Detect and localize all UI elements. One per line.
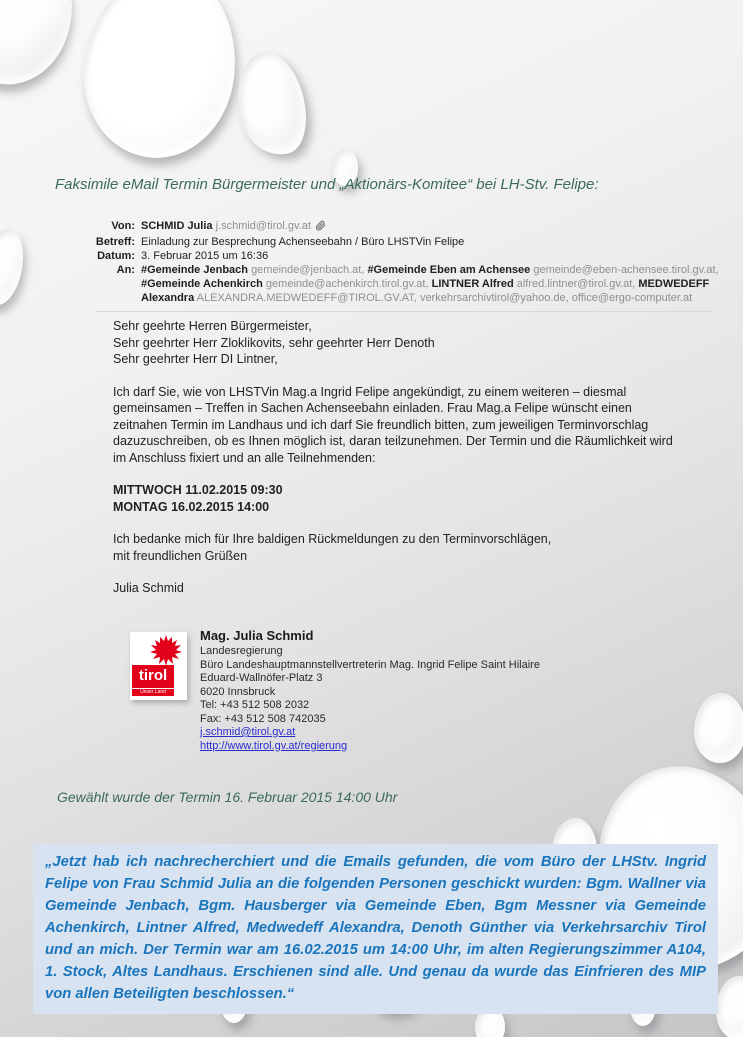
recipient-address: alfred.lintner@tirol.gv.at,	[516, 278, 636, 290]
signature-name: Mag. Julia Schmid	[200, 628, 314, 643]
closing-line: mit freundlichen Grüßen	[113, 548, 248, 563]
termin-option-2: MONTAG 16.02.2015 14:00	[113, 499, 270, 514]
signature-line: Fax: +43 512 508 742035	[200, 712, 326, 725]
recipient-address: office@ergo-computer.at	[571, 292, 693, 304]
betreff-label: Betreff:	[95, 236, 135, 248]
datum-label: Datum:	[97, 250, 135, 262]
recipient-address: ALEXANDRA.MEDWEDEFF@TIROL.GV.AT,	[196, 292, 417, 304]
greeting-line: Sehr geehrter Herr DI Lintner,	[113, 352, 278, 366]
header-separator	[95, 311, 712, 312]
tirol-logo-text: tirol	[132, 665, 174, 688]
paperclip-icon	[315, 220, 326, 235]
recipient-name: MEDWEDEFF Alexandra	[141, 278, 710, 304]
signature-line: Landesregierung	[200, 645, 283, 657]
water-drop-decoration	[694, 693, 743, 763]
closing-line: Ich bedanke mich für Ihre baldigen Rückmeldungen zu den Terminvorschlägen,	[113, 532, 552, 546]
sender-signoff: Julia Schmid	[113, 581, 184, 595]
recipient-list	[141, 263, 719, 305]
betreff-value: Einladung zur Besprechung Achenseebahn / Büro LHSTVin Felipe	[141, 236, 465, 248]
sender-name: SCHMID Julia	[141, 220, 213, 232]
tirol-logo	[130, 632, 187, 700]
signature-email-link[interactable]: j.schmid@tirol.gv.at	[200, 726, 296, 738]
water-drop-decoration	[226, 46, 315, 163]
datum-value: 3. Februar 2015 um 16:36	[141, 250, 269, 262]
greeting-line: Sehr geehrter Herr Zloklikovits, sehr geehrter Herr Denoth	[113, 335, 435, 350]
recipient-address: gemeinde@achenkirch.tirol.gv.at,	[265, 278, 429, 290]
water-drop-decoration	[74, 0, 246, 166]
recipient-name: #Gemeinde Jenbach	[141, 264, 248, 276]
email-body	[113, 318, 681, 597]
signature-web-link[interactable]: http://www.tirol.gv.at/regierung	[200, 739, 348, 752]
signature-line: Tel: +43 512 508 2032	[200, 699, 310, 711]
recipient-address: verkehrsarchivtirol@yahoo.de,	[419, 292, 569, 304]
recipient-address: gemeinde@jenbach.at,	[251, 264, 365, 276]
recipient-name: #Gemeinde Eben am Achensee	[367, 264, 531, 276]
quote-box: „Jetzt hab ich nachrecherchiert und die Emails gefunden, die vom Büro der LHStv. Ingrid Felipe von Frau Schmid Julia an die folgenden Personen geschickt wurden: Bgm. Wallner via Gemeinde Jenbach, Bgm. Hausberger via Gemeinde Eben, Bgm Messner via Gemeinde Achenkirch, Lintner Alfred, Medwedeff Alexandra, Denoth Günther via Verkehrsarchiv Tirol und an mich. Der Termin war am 16.02.2015 um 14:00 Uhr, im alten Regierungszimmer A104, 1. Stock, Altes Landhaus. Erschienen sind alle. Und genau da wurde das Einfrieren des MIP von allen Beteiligten beschlossen.“	[33, 844, 718, 1014]
water-drop-decoration	[0, 0, 93, 102]
recipient-name: LINTNER Alfred	[431, 278, 514, 290]
von-value	[141, 219, 719, 235]
email-header	[95, 219, 719, 305]
an-label: An:	[116, 264, 135, 276]
signature-line: Eduard-Wallnöfer-Platz 3	[200, 672, 323, 684]
von-label: Von:	[111, 220, 135, 232]
sender-address: j.schmid@tirol.gv.at	[215, 220, 311, 232]
signature-block	[130, 628, 610, 753]
water-drop-decoration	[716, 976, 743, 1037]
email-facsimile	[95, 219, 719, 312]
signature-line: 6020 Innsbruck	[200, 685, 276, 698]
body-paragraph: Ich darf Sie, wie von LHSTVin Mag.a Ingrid Felipe angekündigt, zu einem weiteren – diesmal gemeinsamen – Treffen in Sachen Achenseebahn einladen. Frau Mag.a Felipe wünscht einen zeitnahen Termin im Landhaus und ich darf Sie freundlich bitten, zum jeweiligen Terminvorschlag dazuzuschreiben, ob es Ihnen möglich ist, daran teilzunehmen. Der Termin und die Räumlichkeit wird im Anschluss fixiert und an alle Teilnehmenden:	[113, 384, 673, 465]
termin-option-1: MITTWOCH 11.02.2015 09:30	[113, 483, 283, 497]
chosen-date-note: Gewählt wurde der Termin 16. Februar 2015 14:00 Uhr	[57, 789, 398, 805]
recipient-address: gemeinde@eben-achensee.tirol.gv.at,	[533, 264, 719, 276]
signature-line: Büro Landeshauptmannstellvertreterin Mag. Ingrid Felipe Saint Hilaire	[200, 658, 540, 671]
recipient-name: #Gemeinde Achenkirch	[141, 278, 263, 290]
greeting-line: Sehr geehrte Herren Bürgermeister,	[113, 319, 312, 333]
signature-lines	[200, 645, 610, 726]
page-title: Faksimile eMail Termin Bürgermeister und „Aktionärs-Komitee“ bei LH-Stv. Felipe:	[55, 176, 599, 193]
tirol-logo-subtext: Unser Land	[132, 689, 174, 696]
water-drop-decoration	[0, 225, 30, 310]
